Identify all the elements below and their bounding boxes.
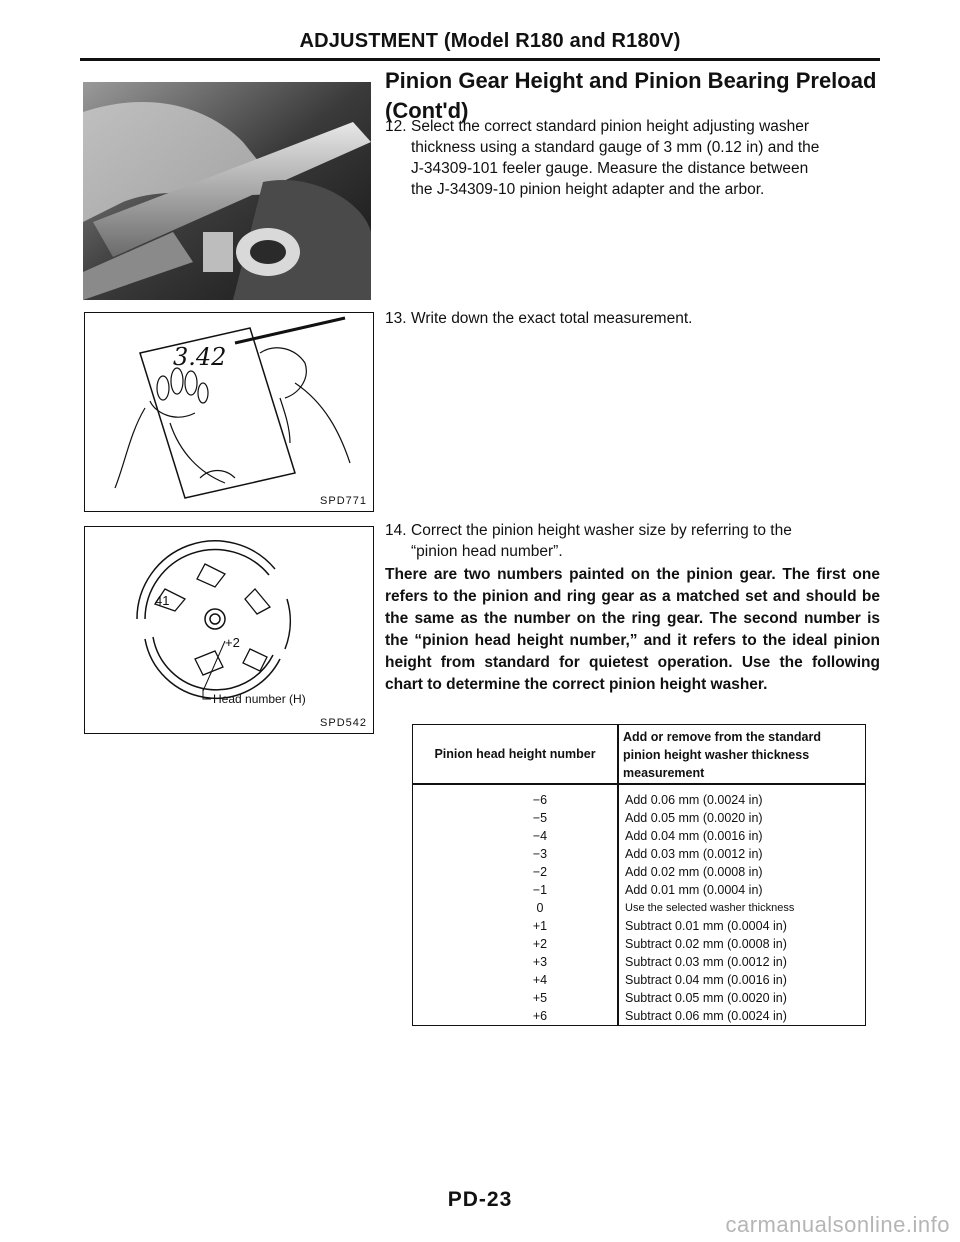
head-number-cell: +6: [532, 1009, 548, 1023]
head-number-cell: −3: [532, 847, 548, 861]
head-number-label: Head number (H): [213, 692, 306, 706]
table-header-divider: [413, 783, 865, 785]
step-14: [385, 520, 880, 562]
section-title-line2: (Cont'd): [385, 98, 469, 123]
table-row: [413, 791, 865, 809]
page-header-title: ADJUSTMENT (Model R180 and R180V): [299, 30, 681, 52]
table-row: [413, 809, 865, 827]
pinion-gear-illustration: [85, 527, 373, 733]
adjustment-cell: Subtract 0.03 mm (0.0012 in): [625, 955, 787, 969]
adjustment-cell: Subtract 0.02 mm (0.0008 in): [625, 937, 787, 951]
adjustment-cell: Use the selected washer thickness: [625, 902, 795, 914]
feeler-gauge-photo: [83, 82, 371, 300]
adjustment-cell: Add 0.01 mm (0.0004 in): [625, 883, 763, 897]
adjustment-cell: Subtract 0.04 mm (0.0016 in): [625, 973, 787, 987]
adjustment-cell: Add 0.05 mm (0.0020 in): [625, 811, 763, 825]
table-header-line3: measurement: [623, 766, 705, 780]
table-row: [413, 1007, 865, 1025]
figure-write-measurement: [84, 312, 374, 512]
hand-writing-illustration: [85, 313, 373, 511]
table-row: [413, 953, 865, 971]
header-rule: [80, 58, 880, 61]
step-13: [385, 308, 880, 329]
pinion-height-table: [412, 724, 866, 1026]
head-number-cell: −6: [532, 793, 548, 807]
head-number-cell: +3: [532, 955, 548, 969]
adjustment-cell: Subtract 0.01 mm (0.0004 in): [625, 919, 787, 933]
head-number-cell: +4: [532, 973, 548, 987]
figure-pinion-head-number: [84, 526, 374, 734]
step-14-number: 14.: [385, 522, 407, 539]
head-number-cell: +2: [532, 937, 548, 951]
figure-code-spd771: SPD771: [320, 495, 367, 507]
head-number-cell: −1: [532, 883, 548, 897]
table-row: [413, 827, 865, 845]
step-14-line2: “pinion head number”.: [411, 543, 563, 560]
table-header-washer-adjustment: [623, 728, 863, 782]
step-12-line2: thickness using a standard gauge of 3 mm (0.12 in) and the: [411, 139, 820, 156]
table-header-line2: pinion height washer thickness: [623, 748, 810, 762]
feeler-gauge-photo-drawing: [83, 82, 371, 300]
pinion-mark-plus2: +2: [225, 635, 240, 650]
handwritten-measurement: 3.42: [173, 343, 227, 371]
table-row: [413, 935, 865, 953]
table-header-line1: Add or remove from the standard: [623, 730, 821, 744]
table-row: [413, 899, 865, 917]
step-12-number: 12.: [385, 118, 407, 135]
figure-code-spd542: SPD542: [320, 717, 367, 729]
step-13-number: 13.: [385, 310, 407, 327]
section-title-line1: Pinion Gear Height and Pinion Bearing Preload: [385, 68, 877, 93]
head-number-cell: −4: [532, 829, 548, 843]
adjustment-cell: Subtract 0.05 mm (0.0020 in): [625, 991, 787, 1005]
table-row: [413, 845, 865, 863]
table-row: [413, 917, 865, 935]
pinion-head-number-note: There are two numbers painted on the pinion gear. The first one refers to the pinion and ring gear as a matched set and should be the same as the number on the ring gear. The second number is the “pinion head height number,” and it refers to the ideal pinion height from standard for quietest operation. Use the following chart to determine the correct pinion height washer.: [385, 566, 880, 693]
adjustment-cell: Add 0.02 mm (0.0008 in): [625, 865, 763, 879]
table-body: [413, 791, 865, 1025]
head-number-cell: 0: [536, 901, 544, 915]
adjustment-cell: Add 0.03 mm (0.0012 in): [625, 847, 763, 861]
adjustment-cell: Add 0.06 mm (0.0024 in): [625, 793, 763, 807]
pinion-mark-41: 41: [155, 593, 170, 608]
watermark: carmanualsonline.info: [725, 1212, 950, 1237]
table-row: [413, 881, 865, 899]
step-12-line3: J-34309-101 feeler gauge. Measure the distance between: [411, 160, 809, 177]
step-12: [385, 116, 880, 200]
page-number: PD-23: [447, 1188, 513, 1211]
table-row: [413, 989, 865, 1007]
step-13-text: Write down the exact total measurement.: [411, 310, 693, 327]
step-12-line4: the J-34309-10 pinion height adapter and the arbor.: [411, 181, 765, 198]
table-header-pinion-head-height-number: Pinion head height number: [434, 747, 596, 761]
head-number-cell: −5: [532, 811, 548, 825]
adjustment-cell: Add 0.04 mm (0.0016 in): [625, 829, 763, 843]
step-12-line1: Select the correct standard pinion height adjusting washer: [411, 118, 810, 135]
head-number-cell: −2: [532, 865, 548, 879]
head-number-cell: +1: [532, 919, 548, 933]
step-14-line1: Correct the pinion height washer size by referring to the: [411, 522, 792, 539]
adjustment-cell: Subtract 0.06 mm (0.0024 in): [625, 1009, 787, 1023]
head-number-cell: +5: [532, 991, 548, 1005]
table-row: [413, 863, 865, 881]
table-row: [413, 971, 865, 989]
